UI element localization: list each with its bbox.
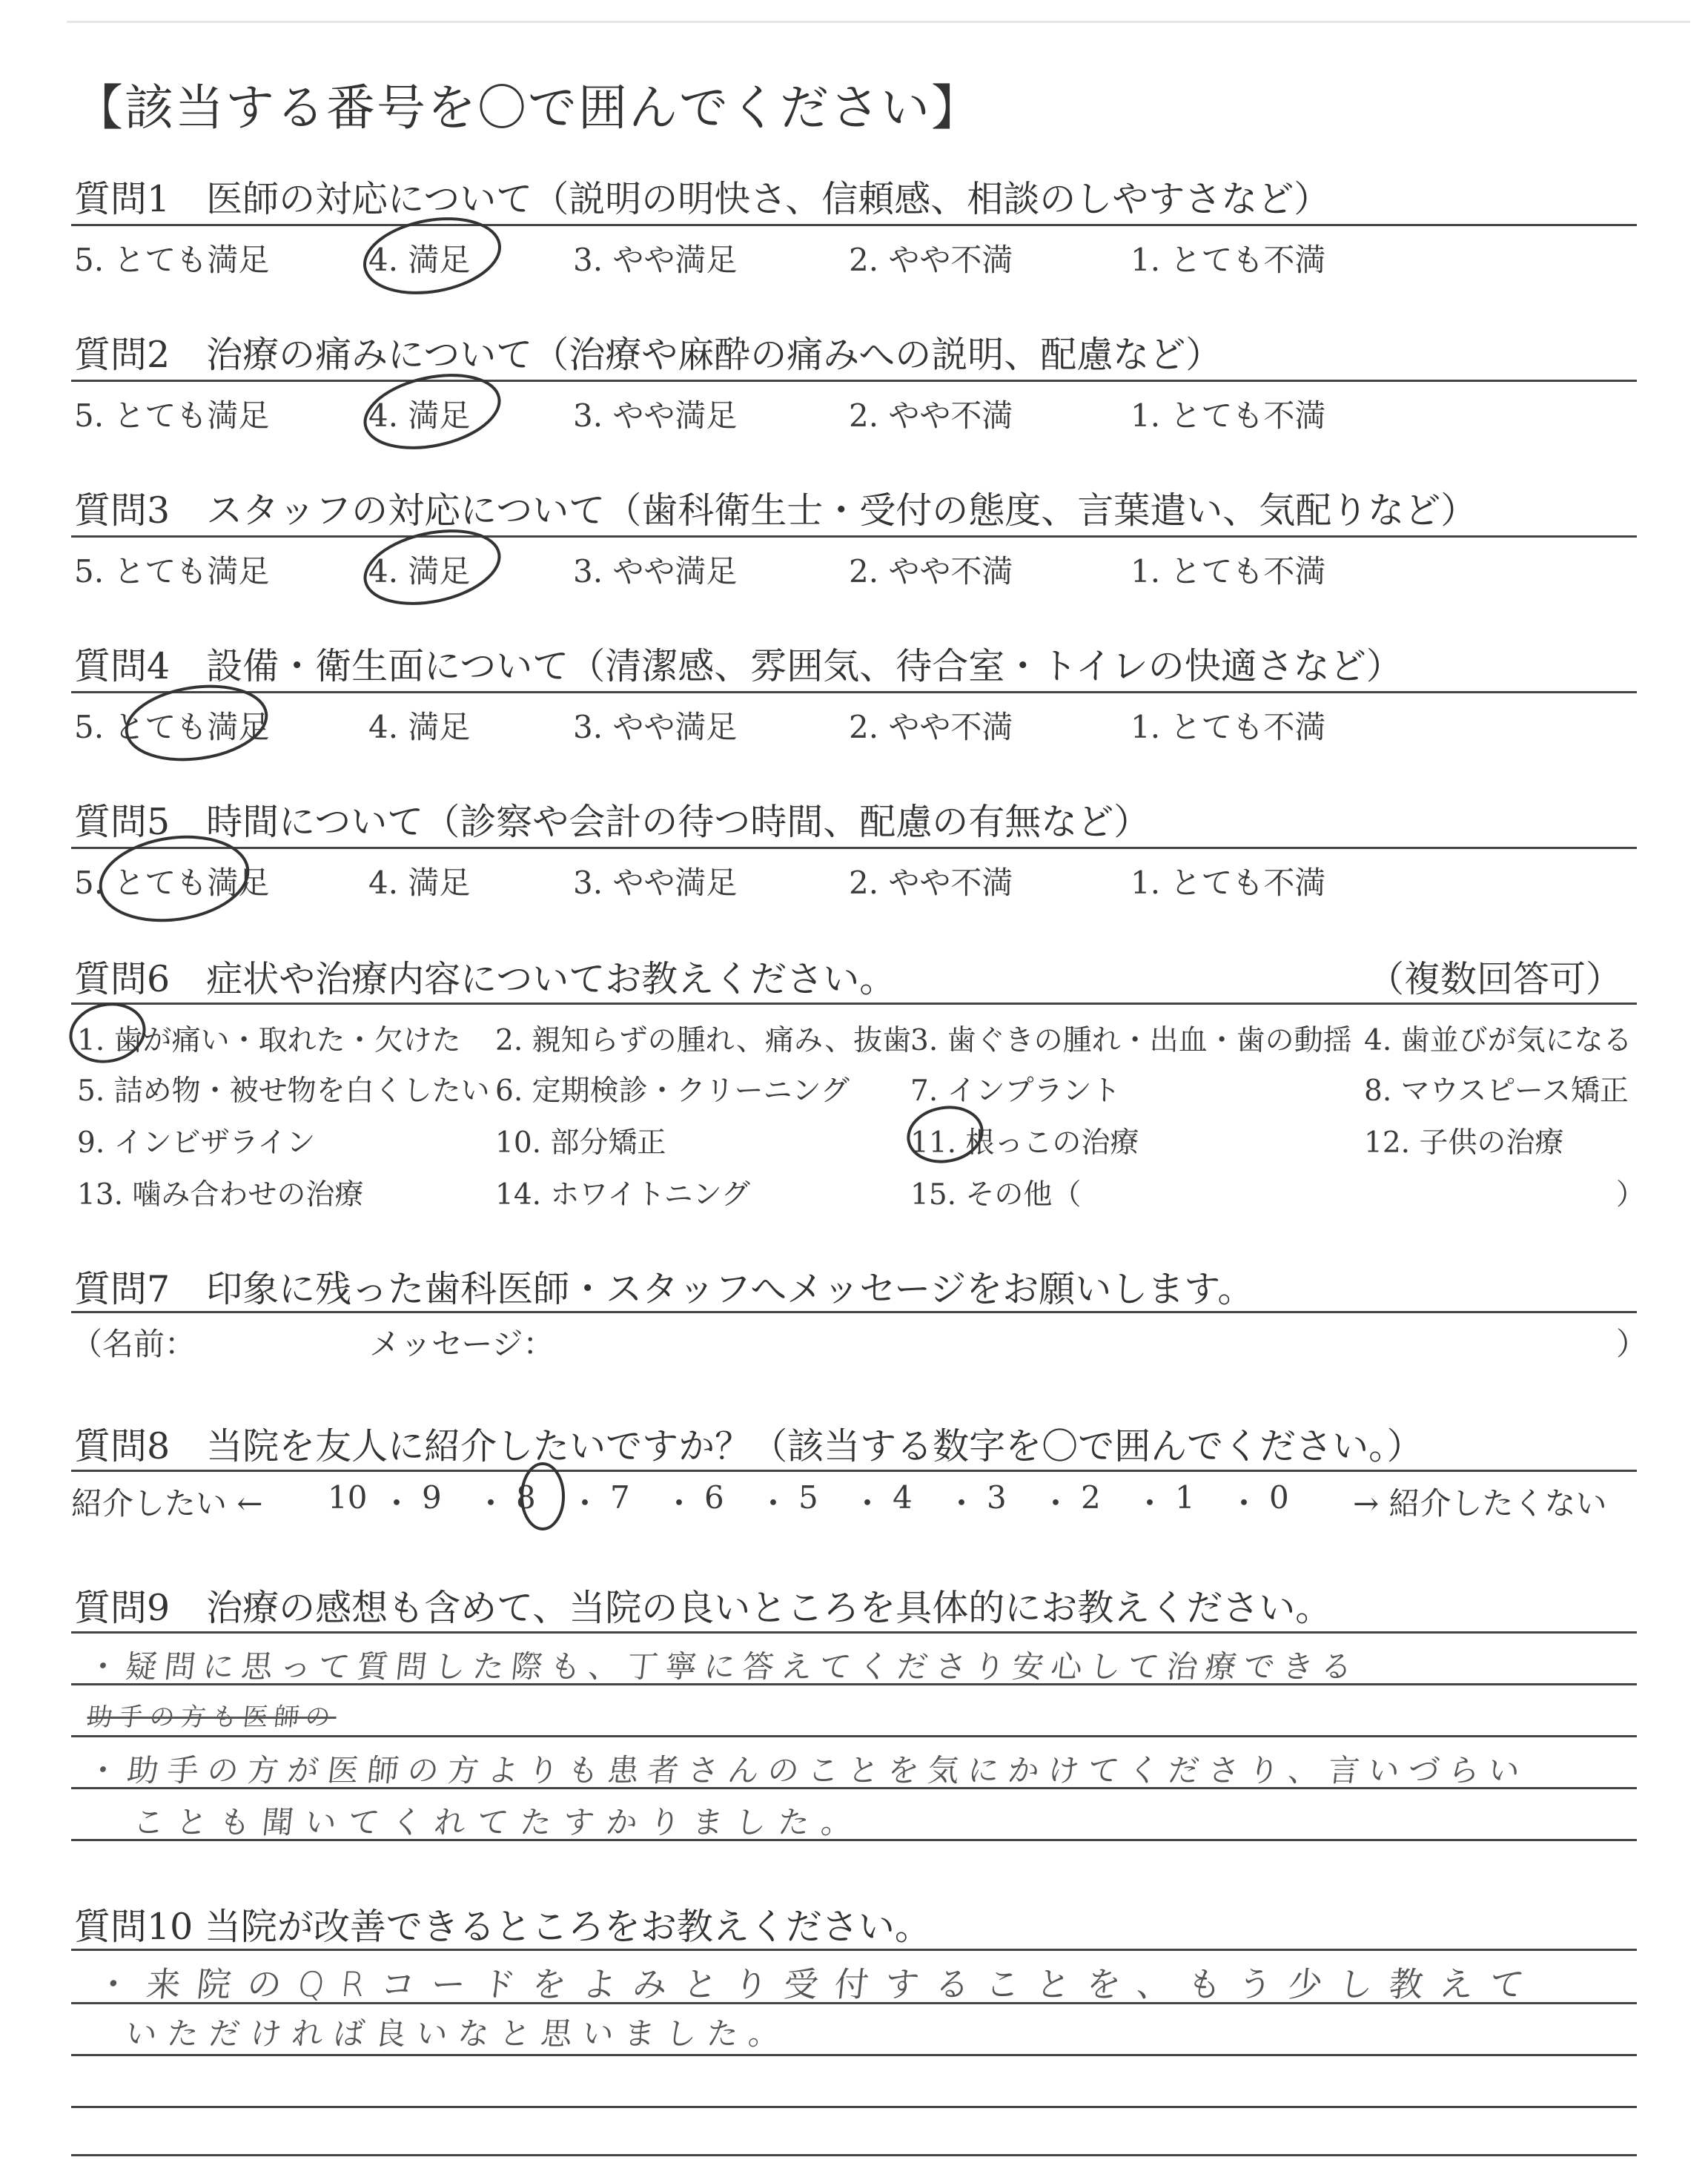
rule: [71, 1470, 1637, 1472]
q4-option-2[interactable]: 2. やや不満: [849, 709, 1013, 745]
message-close: ）: [1616, 1326, 1648, 1362]
q3-option-3[interactable]: 3. やや満足: [573, 553, 738, 589]
scale-separator: ・: [946, 1485, 978, 1522]
rule: [71, 691, 1637, 693]
q4-option-3[interactable]: 3. やや満足: [573, 709, 738, 745]
scale-separator: ・: [381, 1485, 413, 1522]
top-border: [67, 21, 1690, 23]
q6-item-10[interactable]: 10. 部分矯正: [495, 1126, 666, 1160]
recommend-score-4[interactable]: 4: [893, 1479, 913, 1516]
q5-option-4[interactable]: 4. 満足: [368, 865, 471, 901]
q2-option-5[interactable]: 5. とても満足: [74, 397, 270, 434]
q1-option-2[interactable]: 2. やや不満: [849, 242, 1013, 278]
q2-option-1[interactable]: 1. とても不満: [1131, 397, 1326, 434]
recommend-score-10[interactable]: 10: [328, 1479, 368, 1516]
rule: [71, 380, 1637, 382]
rule: [71, 535, 1637, 538]
recommend-score-3[interactable]: 3: [987, 1479, 1007, 1516]
q1-option-5[interactable]: 5. とても満足: [74, 242, 270, 278]
question-6: 質問6 症状や治療内容についてお教えください。: [74, 958, 896, 1000]
q6-item-1[interactable]: 1. 歯が痛い・取れた・欠けた: [77, 1024, 461, 1057]
recommend-score-8[interactable]: 8: [516, 1479, 536, 1516]
rule: [71, 1949, 1637, 1951]
recommend-score-1[interactable]: 1: [1175, 1479, 1195, 1516]
recommend-score-5[interactable]: 5: [798, 1479, 818, 1516]
recommend-score-7[interactable]: 7: [610, 1479, 630, 1516]
q6-item-5[interactable]: 5. 詰め物・被せ物を白くしたい: [77, 1074, 490, 1108]
question-10: 質問10 当院が改善できるところをお教えください。: [74, 1906, 931, 1948]
rule: [71, 1311, 1637, 1313]
question-8: 質問8 当院を友人に紹介したいですか？（該当する数字を〇で囲んでください。）: [74, 1425, 1423, 1467]
q6-item-13[interactable]: 13. 噛み合わせの治療: [77, 1178, 364, 1212]
q6-item-11[interactable]: 11. 根っこの治療: [910, 1126, 1139, 1160]
rule: [71, 1631, 1637, 1634]
scale-separator: ・: [852, 1485, 884, 1522]
recommend-score-0[interactable]: 0: [1269, 1479, 1289, 1516]
scale-separator: ・: [758, 1485, 790, 1522]
question-7: 質問7 印象に残った歯科医師・スタッフへメッセージをお願いします。: [74, 1268, 1254, 1310]
q5-option-5[interactable]: 5. とても満足: [74, 865, 270, 901]
q6-item-2[interactable]: 2. 親知らずの腫れ、痛み、抜歯: [495, 1024, 912, 1057]
rule: [71, 2154, 1637, 2156]
recommend-score-9[interactable]: 9: [422, 1479, 442, 1516]
q6-item-7[interactable]: 7. インプラント: [910, 1074, 1121, 1108]
recommend-score-2[interactable]: 2: [1081, 1479, 1101, 1516]
rule: [71, 2054, 1637, 2056]
q6-item-12[interactable]: 12. 子供の治療: [1364, 1126, 1564, 1160]
recommend-right-label: → 紹介したくない: [1353, 1485, 1607, 1522]
rule: [71, 847, 1637, 849]
scale-separator: ・: [1134, 1485, 1166, 1522]
question-3: 質問3 スタッフの対応について（歯科衛生士・受付の態度、言葉遣い、気配りなど）: [74, 489, 1477, 532]
q6-item-6[interactable]: 6. 定期検診・クリーニング: [495, 1074, 850, 1108]
q3-option-1[interactable]: 1. とても不満: [1131, 553, 1326, 589]
q4-option-5[interactable]: 5. とても満足: [74, 709, 270, 745]
rule: [71, 2106, 1637, 2108]
q6-item-14[interactable]: 14. ホワイトニング: [495, 1178, 750, 1212]
recommend-score-6[interactable]: 6: [704, 1479, 724, 1516]
q6-item-8[interactable]: 8. マウスピース矯正: [1364, 1074, 1629, 1108]
q2-option-3[interactable]: 3. やや満足: [573, 397, 738, 434]
q1-option-3[interactable]: 3. やや満足: [573, 242, 738, 278]
q6-item-9[interactable]: 9. インビザライン: [77, 1126, 316, 1160]
rule: [71, 224, 1637, 226]
question-5: 質問5 時間について（診察や会計の待つ時間、配慮の有無など）: [74, 801, 1151, 843]
page-title: 【該当する番号を〇で囲んでください】: [74, 79, 982, 136]
q5-option-3[interactable]: 3. やや満足: [573, 865, 738, 901]
q4-option-1[interactable]: 1. とても不満: [1131, 709, 1326, 745]
question-9: 質問9 治療の感想も含めて、当院の良いところを具体的にお教えください。: [74, 1587, 1332, 1629]
q2-option-4[interactable]: 4. 満足: [368, 397, 471, 434]
q5-option-1[interactable]: 1. とても不満: [1131, 865, 1326, 901]
q3-option-4[interactable]: 4. 満足: [368, 553, 471, 589]
scale-separator: ・: [1040, 1485, 1072, 1522]
question-4: 質問4 設備・衛生面について（清潔感、雰囲気、待合室・トイレの快適さなど）: [74, 645, 1403, 687]
q2-option-2[interactable]: 2. やや不満: [849, 397, 1013, 434]
scale-separator: ・: [1228, 1485, 1260, 1522]
question-1: 質問1 医師の対応について（説明の明快さ、信頼感、相談のしやすさなど）: [74, 178, 1331, 220]
q6-item-3[interactable]: 3. 歯ぐきの腫れ・出血・歯の動揺: [910, 1024, 1352, 1057]
q6-item-4[interactable]: 4. 歯並びが気になる: [1364, 1024, 1632, 1057]
q9-answer-line-1: ・疑問に思って質問した際も、丁寧に答えてくださり安心して治療できる: [85, 1648, 1362, 1685]
message-label: メッセージ：: [369, 1326, 555, 1362]
scale-separator: ・: [663, 1485, 695, 1522]
q1-option-4[interactable]: 4. 満足: [368, 242, 471, 278]
scale-separator: ・: [569, 1485, 601, 1522]
recommend-left-label: 紹介したい ←: [71, 1485, 263, 1522]
q4-option-4[interactable]: 4. 満足: [368, 709, 471, 745]
q9-answer-struck: 助手の方も医師の: [85, 1702, 338, 1732]
q9-answer-line-3: ことも聞いてくれてたすかりました。: [131, 1804, 867, 1840]
rule: [71, 1003, 1637, 1005]
name-label: （名前：: [71, 1326, 196, 1362]
q10-answer-line-2: いただければ良いなと思いました。: [124, 2015, 792, 2052]
q10-answer-line-1: ・来院のQRコードをよみとり受付することを、もう少し教えて: [93, 1964, 1543, 2004]
q6-other-close: ）: [1616, 1178, 1646, 1212]
q3-option-5[interactable]: 5. とても満足: [74, 553, 270, 589]
scale-separator: ・: [475, 1485, 507, 1522]
question-2: 質問2 治療の痛みについて（治療や麻酔の痛みへの説明、配慮など）: [74, 334, 1222, 376]
q3-option-2[interactable]: 2. やや不満: [849, 553, 1013, 589]
rule: [71, 1735, 1637, 1737]
q5-option-2[interactable]: 2. やや不満: [849, 865, 1013, 901]
q9-answer-line-2: ・助手の方が医師の方よりも患者さんのことを気にかけてくださり、言いづらい: [85, 1752, 1531, 1789]
multi-answer-note: （複数回答可）: [1368, 958, 1623, 1000]
q6-item-15[interactable]: 15. その他（: [910, 1178, 1082, 1212]
q1-option-1[interactable]: 1. とても不満: [1131, 242, 1326, 278]
